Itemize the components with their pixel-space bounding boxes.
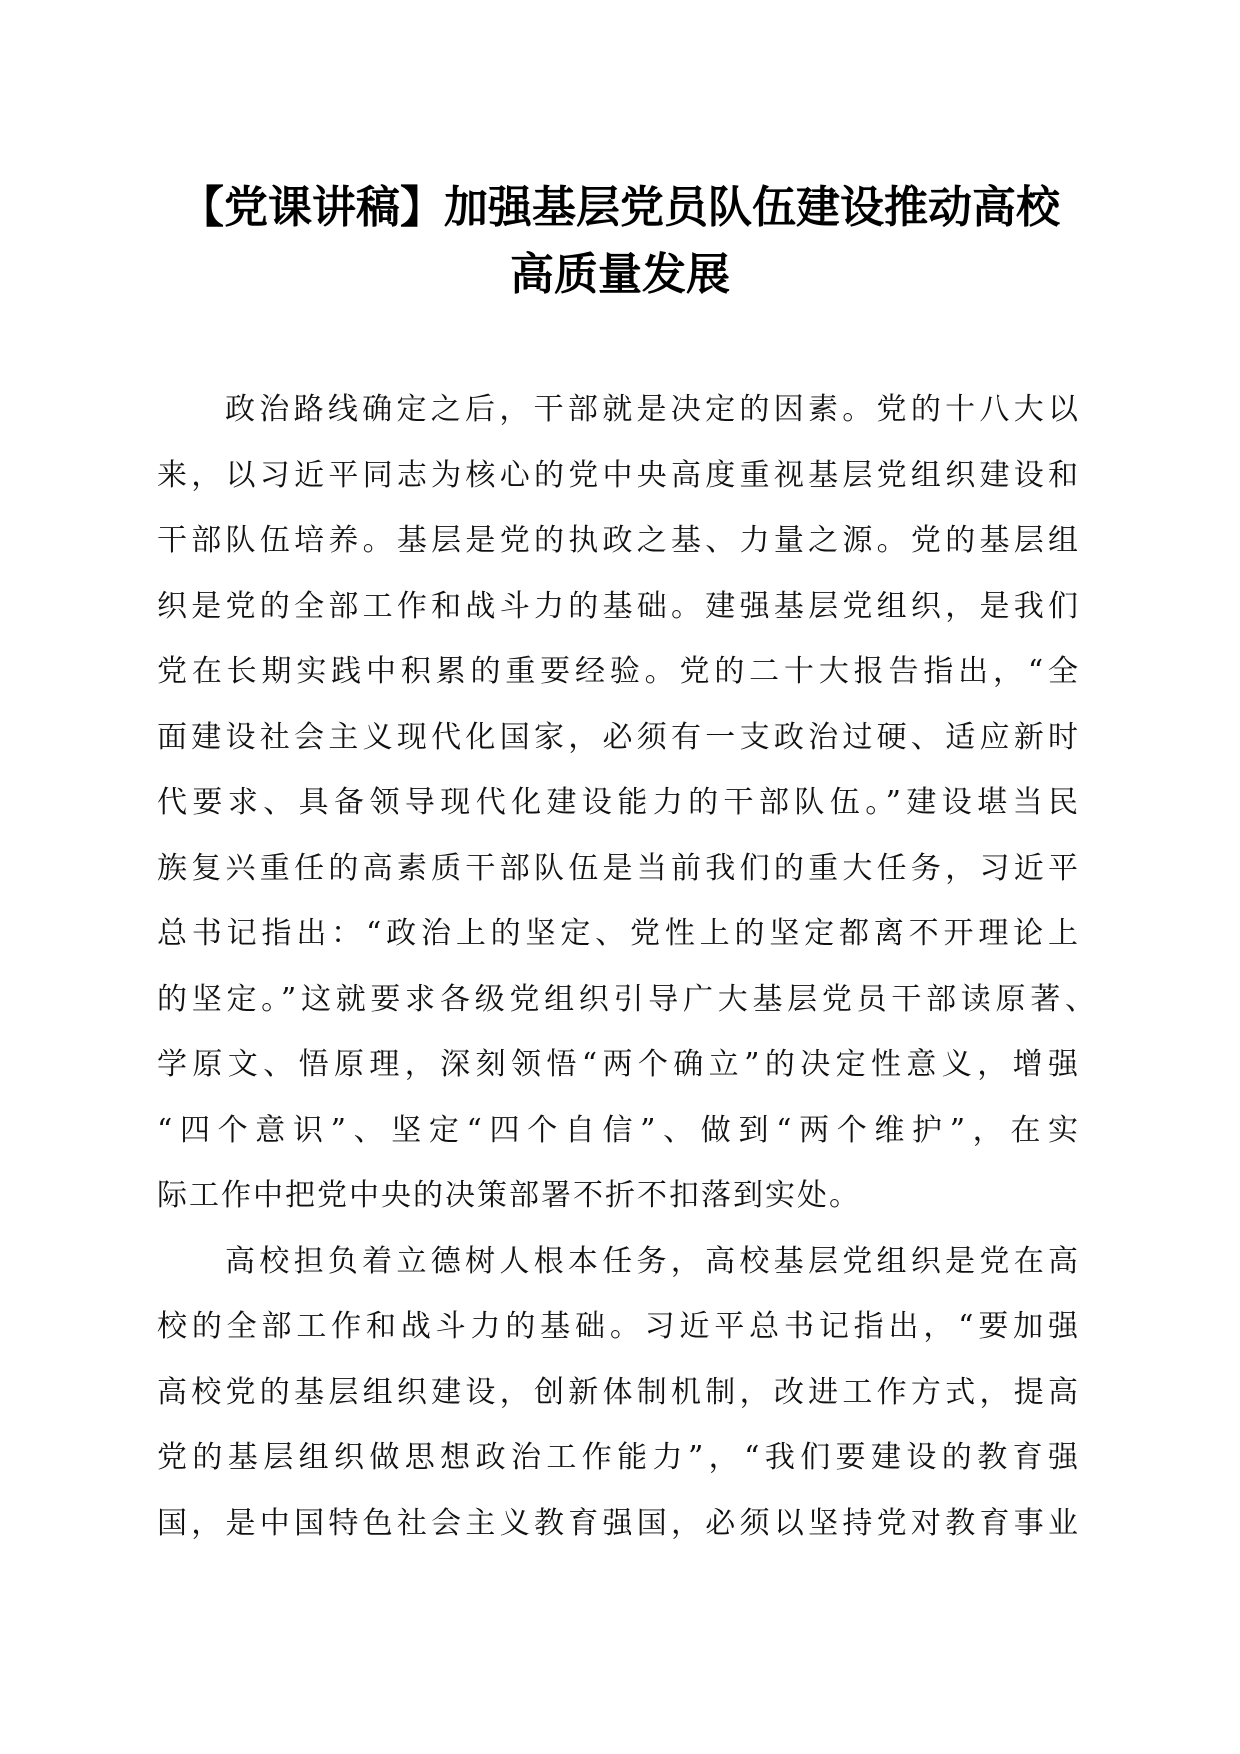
- document-title: [150, 174, 1090, 308]
- body-line: 干部队伍培养。基层是党的执政之基、力量之源。党的基层组: [157, 523, 1079, 558]
- body-line: 际工作中把党中央的决策部署不折不扣落到实处。: [157, 1178, 861, 1213]
- body-line: 校的全部工作和战斗力的基础。习近平总书记指出，“要加强: [157, 1309, 1079, 1344]
- body-line: 代要求、具备领导现代化建设能力的干部队伍。”建设堪当民: [157, 785, 1079, 820]
- body-line: 族复兴重任的高素质干部队伍是当前我们的重大任务，习近平: [157, 850, 1079, 886]
- body-line: 政治路线确定之后，干部就是决定的因素。党的十八大以: [225, 392, 1079, 427]
- body-line: 的坚定。”这就要求各级党组织引导广大基层党员干部读原著、: [157, 981, 1096, 1017]
- body-line: 党在长期实践中积累的重要经验。党的二十大报告指出，“全: [157, 654, 1079, 689]
- body-line: 高校担负着立德树人根本任务，高校基层党组织是党在高: [225, 1243, 1079, 1279]
- paragraph-1: [157, 377, 1096, 1229]
- title-line: 高质量发展: [510, 249, 730, 300]
- body-line: “四个意识”、坚定“四个自信”、做到“两个维护”，在实: [157, 1112, 1079, 1148]
- body-line: 面建设社会主义现代化国家，必须有一支政治过硬、适应新时: [157, 719, 1079, 755]
- body-line: 学原文、悟原理，深刻领悟“两个确立”的决定性意义，增强: [157, 1047, 1079, 1082]
- body-line: 织是党的全部工作和战斗力的基础。建强基层党组织，是我们: [157, 588, 1079, 624]
- body-line: 党的基层组织做思想政治工作能力”，“我们要建设的教育强: [157, 1440, 1079, 1475]
- paragraph-2: [157, 1229, 1079, 1557]
- title-line: 【党课讲稿】加强基层党员队伍建设推动高校: [180, 182, 1060, 233]
- body-line: 国，是中国特色社会主义教育强国，必须以坚持党对教育事业: [157, 1505, 1079, 1541]
- body-line: 高校党的基层组织建设，创新体制机制，改进工作方式，提高: [157, 1374, 1079, 1410]
- body-line: 总书记指出：“政治上的坚定、党性上的坚定都离不开理论上: [157, 916, 1079, 951]
- body-line: 来，以习近平同志为核心的党中央高度重视基层党组织建设和: [157, 457, 1079, 493]
- document-body: [157, 377, 1096, 1556]
